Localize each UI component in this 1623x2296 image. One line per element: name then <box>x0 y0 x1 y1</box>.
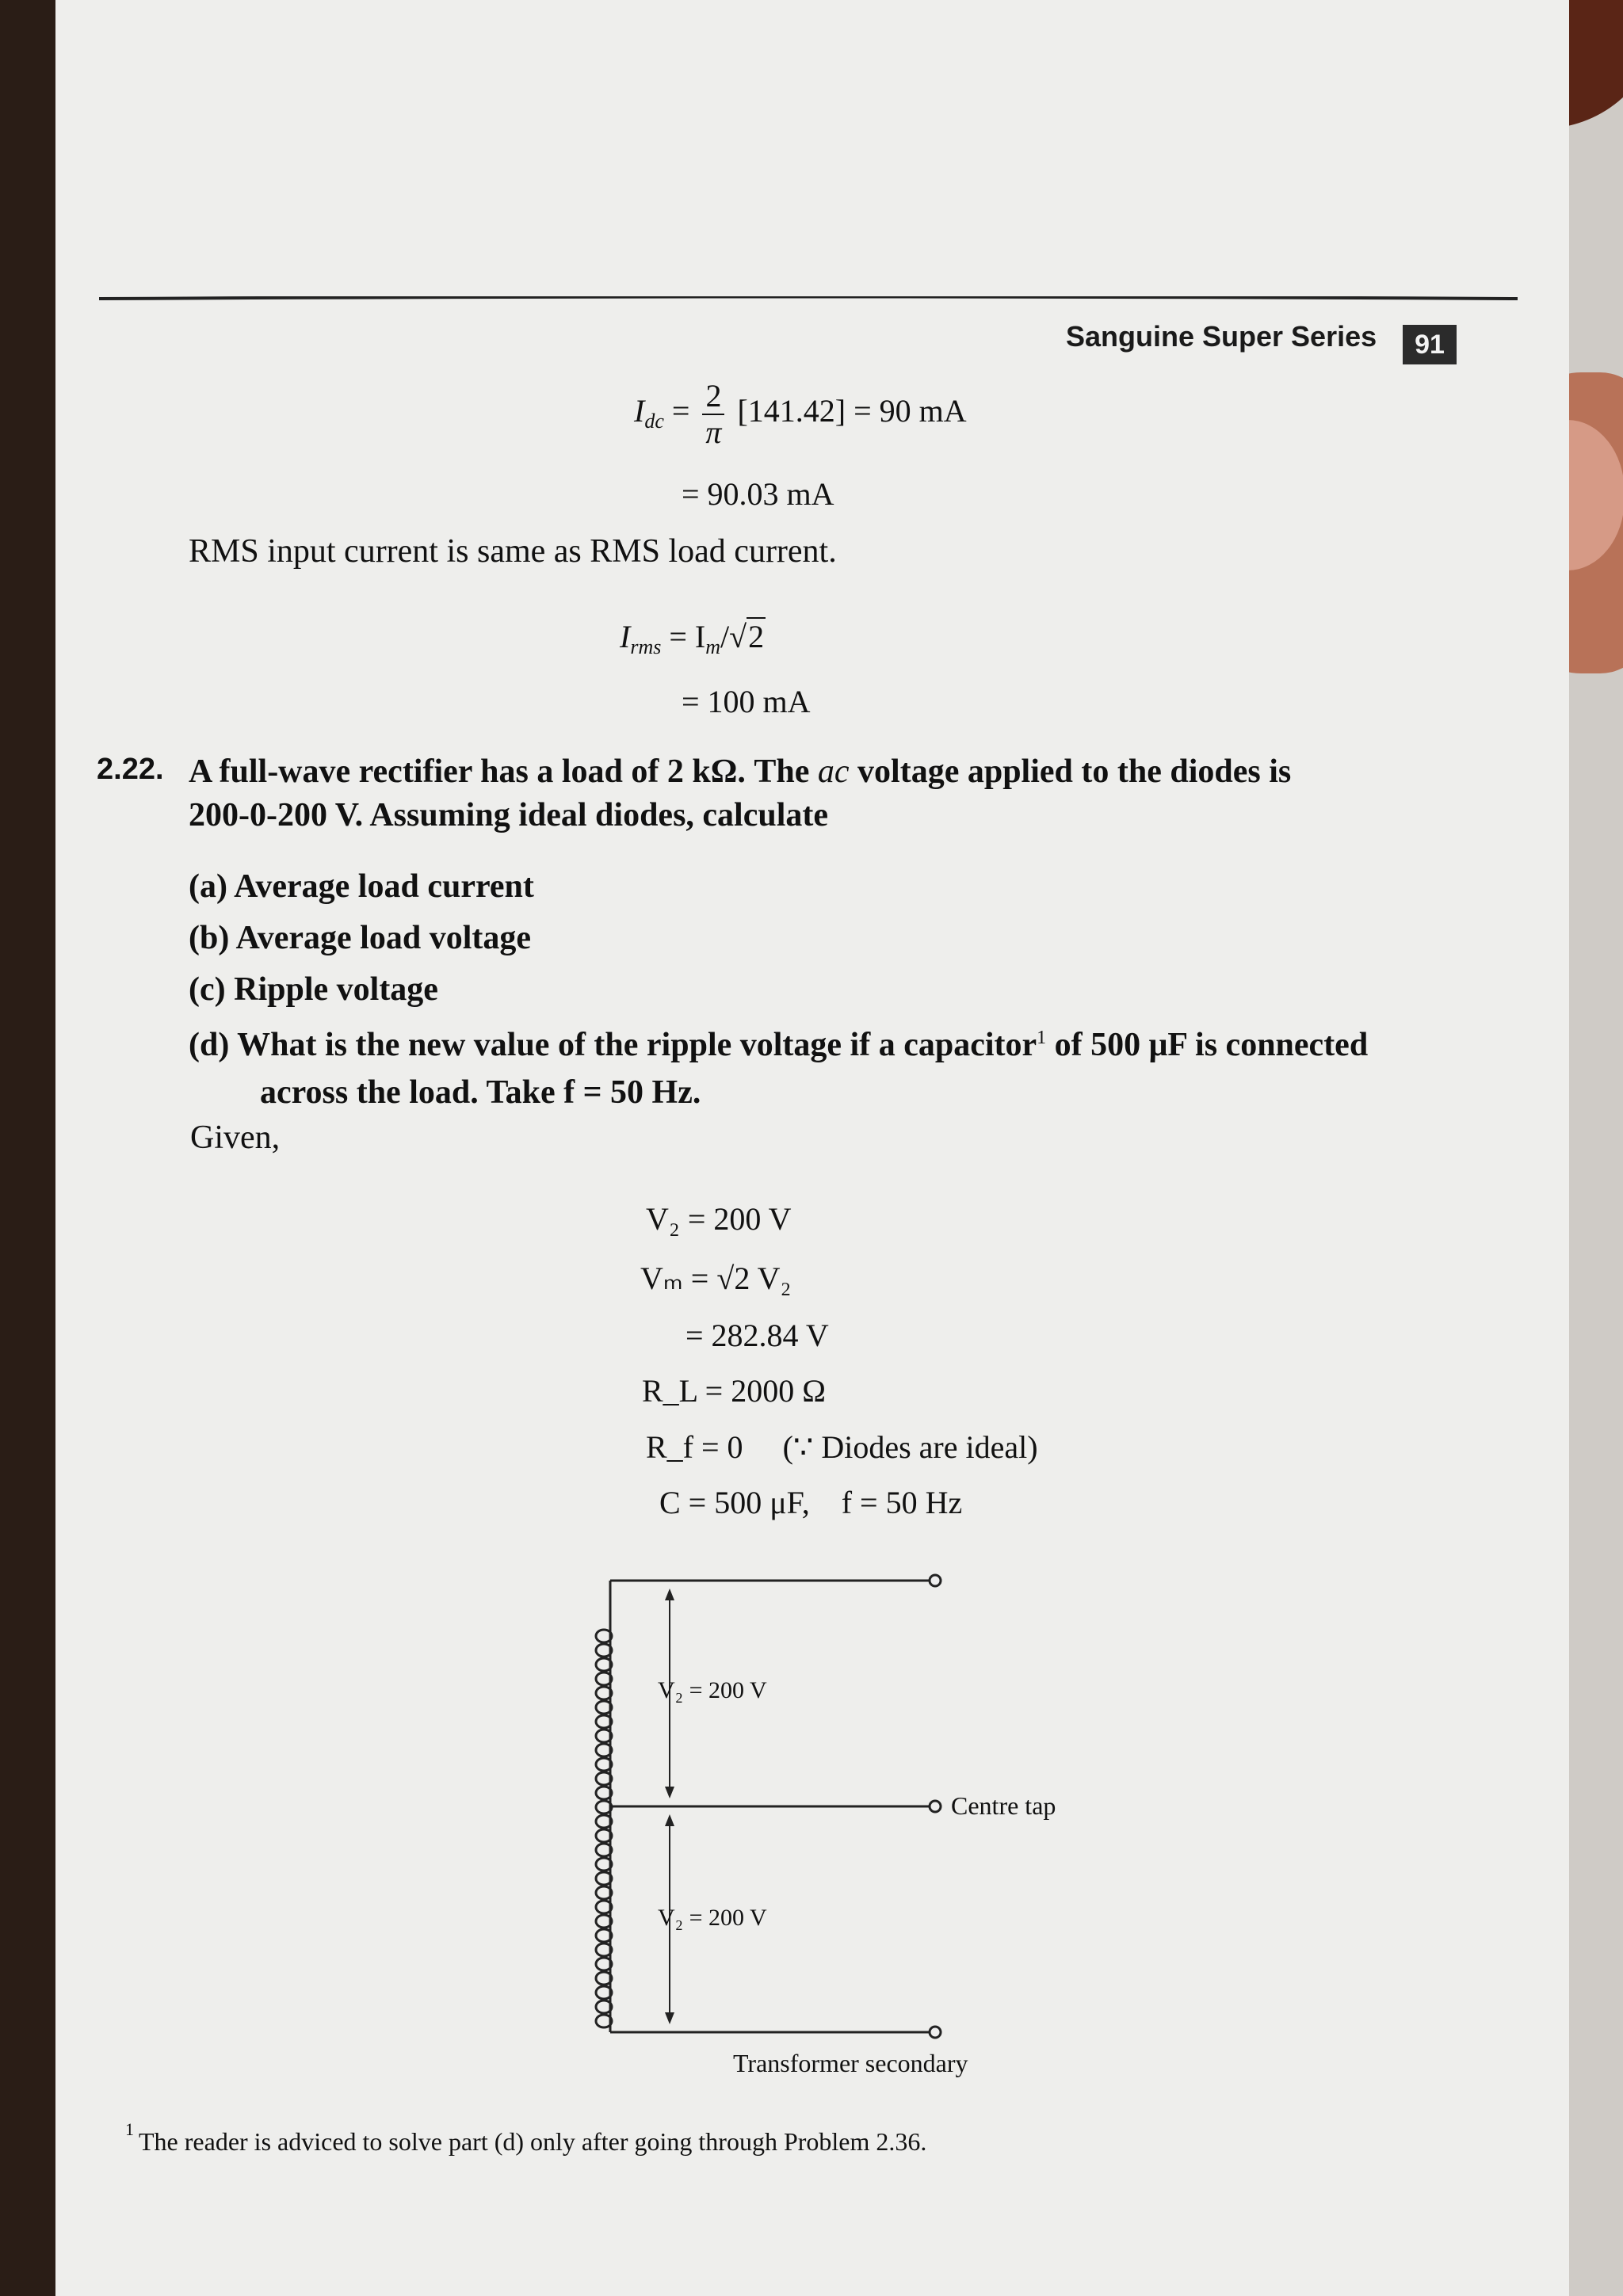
rms-statement: RMS input current is same as RMS load current. <box>189 533 837 570</box>
problem-line-2: 200-0-200 V. Assuming ideal diodes, calculate <box>189 797 829 833</box>
given-rl: R_L = 2000 Ω <box>642 1373 826 1409</box>
fraction-2-over-pi: $\frac{2}{\pi}$ <box>702 379 724 450</box>
footnote-mark: 1 <box>125 2119 134 2139</box>
book-page <box>55 0 1569 2296</box>
part-d-line-2: across the load. Take f = 50 Hz. <box>260 1074 701 1111</box>
bottom-terminal <box>930 2027 941 2038</box>
irms-equation: $I_{rms} = I_m/√2$ <box>620 619 765 658</box>
idc-equation: $I_{dc}$ = $\frac{2}{\pi}$ [141.42] = 90 mA <box>634 378 967 450</box>
part-b: (b) Average load voltage <box>189 920 531 956</box>
part-c: (c) Ripple voltage <box>189 971 438 1008</box>
given-vm-value: = 282.84 V <box>685 1318 829 1353</box>
page-number: 91 <box>1403 325 1457 364</box>
upper-voltage-label: V₂ = 200 V <box>658 1677 767 1703</box>
footnote-text: The reader is adviced to solve part (d) only after going through Problem 2.36. <box>139 2127 927 2156</box>
series-title: Sanguine Super Series <box>1066 320 1377 353</box>
part-d: (d) What is the new value of the ripple voltage if a capacitor$^1$ of 500 μF is connected <box>189 1027 1369 1063</box>
diagram-caption: Transformer secondary <box>733 2049 968 2077</box>
centre-tap-terminal <box>930 1801 941 1812</box>
page-edge <box>1569 0 1623 2296</box>
header-rule <box>99 296 1518 301</box>
problem-number: 2.22. <box>97 753 164 786</box>
transformer-diagram <box>563 1565 1165 2103</box>
given-v2: V₂ = 200 V <box>646 1201 792 1237</box>
given-rf: R_f = 0 (∵ Diodes are ideal) <box>646 1429 1038 1465</box>
problem-line-1: A full-wave rectifier has a load of 2 kΩ. The ac voltage applied to the diodes is <box>189 753 1292 790</box>
centre-tap-label: Centre tap <box>951 1791 1056 1820</box>
given-c-f: C = 500 μF, f = 50 Hz <box>659 1485 963 1520</box>
idc-result: = 90.03 mA <box>682 476 834 512</box>
part-a: (a) Average load current <box>189 868 534 905</box>
top-terminal <box>930 1575 941 1586</box>
irms-result: = 100 mA <box>682 684 811 719</box>
given-vm: Vₘ = √2 V₂ <box>640 1261 792 1296</box>
given-label: Given, <box>190 1119 281 1156</box>
lower-voltage-label: V₂ = 200 V <box>658 1905 767 1931</box>
